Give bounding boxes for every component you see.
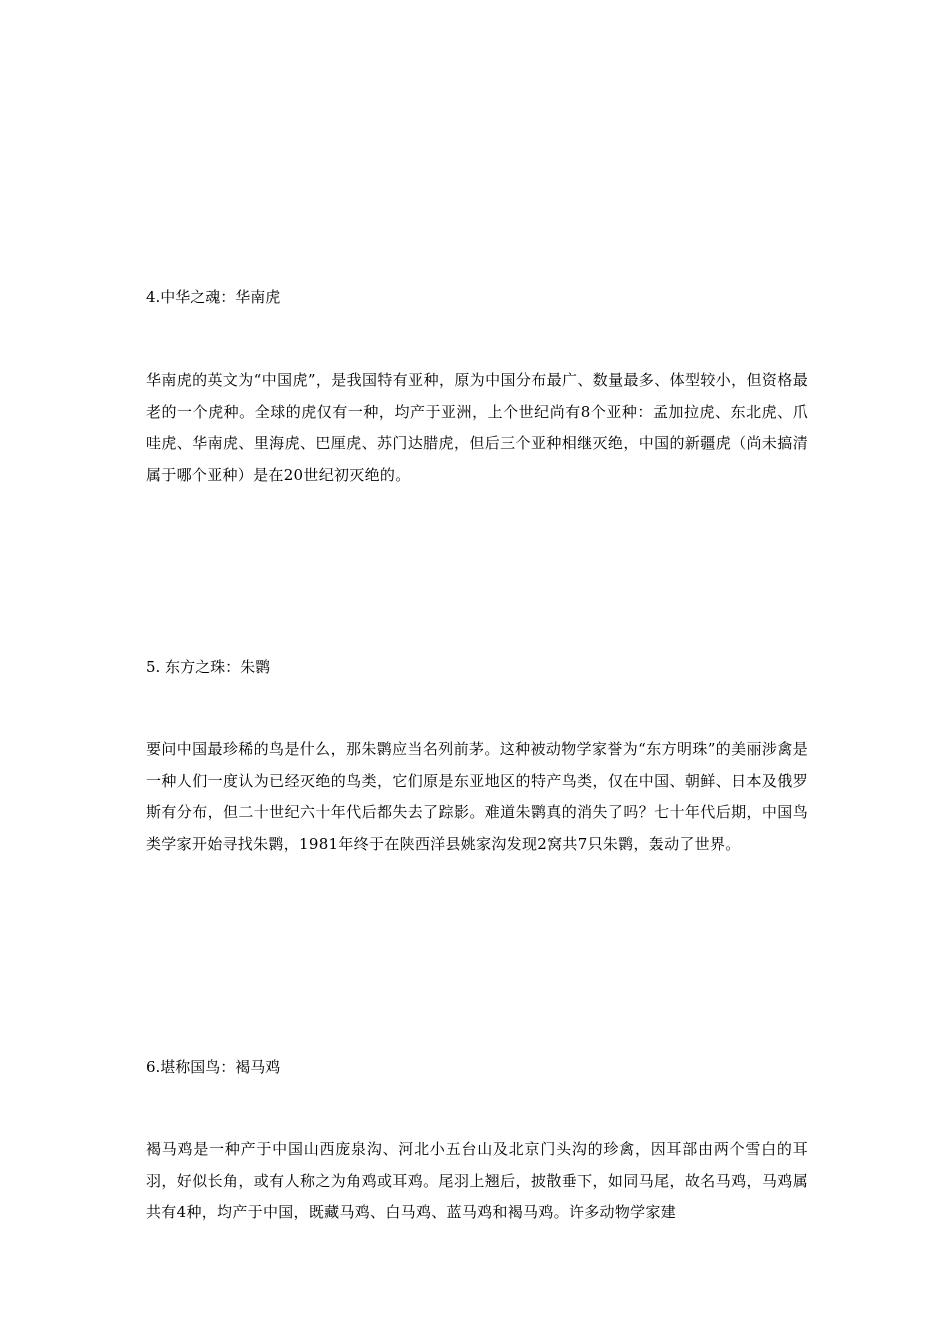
section-heading-crested-ibis: 5. 东方之珠：朱鹮 [146,658,271,676]
section-heading-south-china-tiger: 4.中华之魂：华南虎 [146,288,281,306]
section-heading-brown-eared-pheasant: 6.堪称国鸟：褐马鸡 [146,1058,281,1076]
section-body-brown-eared-pheasant: 褐马鸡是一种产于中国山西庞泉沟、河北小五台山及北京门头沟的珍禽，因耳部由两个雪白的耳羽，好似长角，或有人称之为角鸡或耳鸡。尾羽上翘后，披散垂下，如同马尾，故名马鸡，马鸡属共有4种，均产于中国，既藏马鸡、白马鸡、蓝马鸡和褐马鸡。许多动物学家建 [146,1140,808,1221]
section-body-south-china-tiger: 华南虎的英文为“中国虎”，是我国特有亚种，原为中国分布最广、数量最多、体型较小，但资格最老的一个虎种。全球的虎仅有一种，均产于亚洲，上个世纪尚有8个亚种：孟加拉虎、东北虎、爪哇虎、华南虎、里海虎、巴厘虎、苏门达腊虎，但后三个亚种相继灭绝，中国的新疆虎（尚未搞清属于哪个亚种）是在20世纪初灭绝的。 [146,371,808,484]
section-body-crested-ibis: 要问中国最珍稀的鸟是什么，那朱鹮应当名列前茅。这种被动物学家誉为“东方明珠”的美丽涉禽是一种人们一度认为已经灭绝的鸟类，它们原是东亚地区的特产鸟类，仅在中国、朝鲜、日本及俄罗斯有分布，但二十世纪六十年代后都失去了踪影。难道朱鹮真的消失了吗？七十年代后期，中国鸟类学家开始寻找朱鹮，1981年终于在陕西洋县姚家沟发现2窝共7只朱鹮，轰动了世界。 [146,740,808,853]
